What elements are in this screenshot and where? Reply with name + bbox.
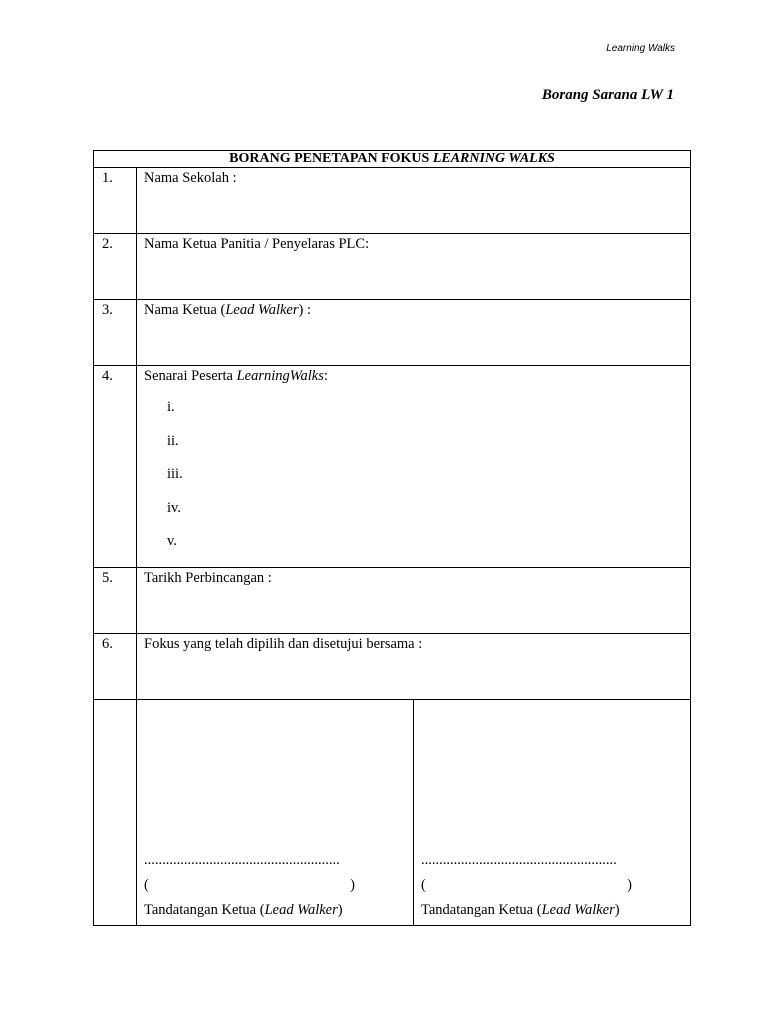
participants-field[interactable] [137, 366, 691, 568]
row-number: 1. [94, 168, 137, 234]
signature-cell-right[interactable] [414, 699, 691, 925]
form-title: BORANG PENETAPAN FOKUS LEARNING WALKS [94, 151, 691, 168]
signature-cell-left[interactable] [137, 699, 414, 925]
list-item: i. [167, 399, 175, 415]
focus-field[interactable] [137, 633, 691, 699]
empty-number-cell [94, 699, 137, 925]
row-number: 2. [94, 234, 137, 300]
row-participants [94, 366, 691, 568]
list-item: iii. [167, 466, 183, 482]
field-label: Nama Sekolah : [144, 170, 237, 186]
discussion-date-field[interactable] [137, 567, 691, 633]
focus-form-table [93, 150, 691, 926]
row-panel-head [94, 234, 691, 300]
list-item: v. [167, 533, 177, 549]
field-label: Nama Ketua Panitia / Penyelaras PLC: [144, 236, 370, 252]
signature-line: ...................................................... [421, 851, 617, 868]
form-code: Borang Sarana LW 1 [541, 87, 674, 103]
school-name-field[interactable] [137, 168, 691, 234]
name-parentheses: ( ) [421, 876, 632, 893]
row-number: 3. [94, 300, 137, 366]
field-label: Fokus yang telah dipilih dan disetujui bersama : [144, 635, 423, 652]
list-item: iv. [167, 499, 181, 516]
row-focus [94, 633, 691, 699]
list-item: ii. [167, 432, 179, 449]
row-number: 5. [94, 567, 137, 633]
signature-line: ...................................................... [144, 851, 340, 868]
panel-head-field[interactable] [137, 234, 691, 300]
field-label: Tarikh Perbincangan : [144, 569, 272, 586]
row-number: 4. [94, 366, 137, 568]
participant-list [167, 399, 690, 567]
signature-label: Tandatangan Ketua (Lead Walker) [421, 901, 620, 918]
signature-label: Tandatangan Ketua (Lead Walker) [144, 901, 343, 918]
field-label: Senarai Peserta LearningWalks: [144, 368, 328, 384]
row-discussion-date [94, 567, 691, 633]
row-lead-walker [94, 300, 691, 366]
name-parentheses: ( ) [144, 876, 355, 893]
row-signatures [94, 699, 691, 925]
running-header: Learning Walks [606, 43, 675, 54]
row-school-name [94, 168, 691, 234]
lead-walker-field[interactable] [137, 300, 691, 366]
row-number: 6. [94, 633, 137, 699]
field-label: Nama Ketua (Lead Walker) : [144, 302, 311, 318]
